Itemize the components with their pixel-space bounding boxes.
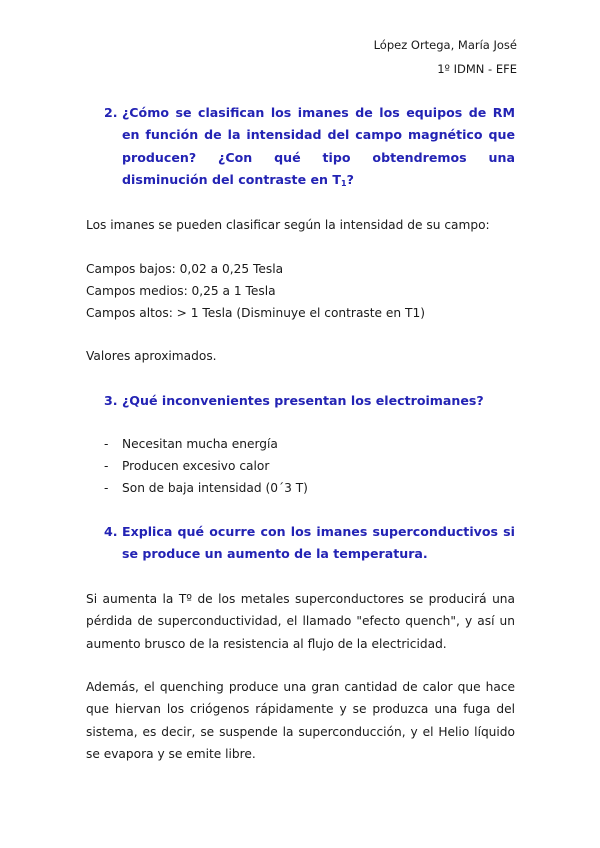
question-4-number: 4. [104, 524, 118, 539]
answer-2-line-3: Campos altos: > 1 Tesla (Disminuye el contraste en T1) [86, 306, 425, 320]
question-2-text: ¿Cómo se clasifican los imanes de los equipos de RM en función de la intensidad del campo magnético que producen? ¿Con qué tipo obtendremos una disminución del contraste en $T_1$? [122, 105, 515, 188]
question-4 [104, 521, 515, 566]
answer-2-intro: Los imanes se pueden clasificar según la intensidad de su campo: [86, 218, 490, 232]
question-3 [104, 390, 515, 412]
question-2-number: 2. [104, 105, 118, 120]
header-course: 1º IDMN - EFE [437, 62, 517, 76]
question-4-text: Explica qué ocurre con los imanes superconductivos si se produce un aumento de la temperatura. [122, 524, 515, 562]
list-item: - Producen excesivo calor [104, 459, 270, 473]
list-item: - Necesitan mucha energía [104, 437, 278, 451]
answer-4-paragraph-2: Además, el quenching produce una gran cantidad de calor que hace que hiervan los criógenos rápidamente y se produzca una fuga del sistema, es decir, se suspende la superconducción, y el Helio líquido se evapora y se emite libre. [86, 680, 515, 761]
answer-2-line-1: Campos bajos: 0,02 a 0,25 Tesla [86, 262, 284, 276]
answer-2-line-2: Campos medios: 0,25 a 1 Tesla [86, 284, 276, 298]
header-author: López Ortega, María José [373, 38, 517, 52]
list-item: - Son de baja intensidad (0´3 T) [104, 481, 308, 495]
question-3-text: ¿Qué inconvenientes presentan los electroimanes? [122, 393, 484, 408]
question-2 [104, 102, 515, 195]
answer-2-note: Valores aproximados. [86, 349, 217, 363]
subscript-1: 1 [340, 178, 347, 188]
question-3-number: 3. [104, 393, 118, 408]
answer-4-paragraph-1: Si aumenta la Tº de los metales superconductores se producirá una pérdida de superconductividad, el llamado "efecto quench", y así un aumento brusco de la resistencia al flujo de la electricidad. [86, 592, 515, 651]
